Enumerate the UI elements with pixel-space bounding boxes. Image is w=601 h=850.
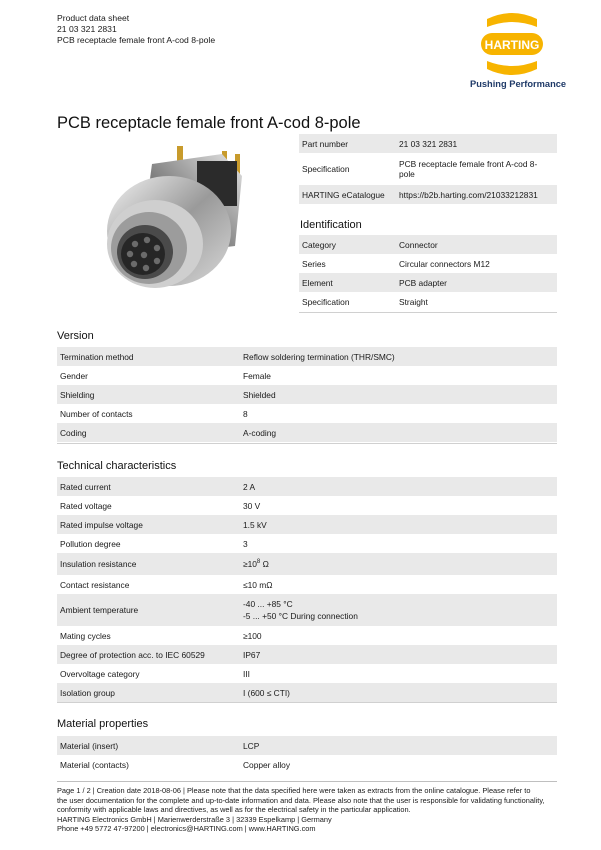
table-row bbox=[57, 496, 557, 515]
row-label: Material (insert) bbox=[60, 740, 119, 751]
row-value: 2 A bbox=[243, 481, 256, 492]
table-row bbox=[57, 664, 557, 683]
row-label: Specification bbox=[302, 164, 350, 174]
row-label: Overvoltage category bbox=[60, 668, 140, 679]
row-value: 1.5 kV bbox=[243, 519, 267, 530]
row-label: Rated impulse voltage bbox=[60, 519, 143, 530]
tagline: Pushing Performance bbox=[470, 79, 567, 89]
table-row bbox=[57, 347, 557, 366]
table-row bbox=[299, 254, 557, 273]
row-label: Mating cycles bbox=[60, 630, 111, 641]
row-label: Series bbox=[302, 258, 326, 269]
row-value: Reflow soldering termination (THR/SMC) bbox=[243, 351, 395, 362]
row-value: Connector bbox=[399, 239, 438, 250]
footer-divider bbox=[57, 781, 557, 782]
row-value: PCB adapter bbox=[399, 277, 447, 288]
value-exponent: 8 bbox=[256, 559, 261, 566]
ecatalogue-link[interactable]: https://b2b.harting.com/21033212831 bbox=[399, 189, 538, 200]
table-row bbox=[57, 477, 557, 496]
logo-wordmark: HARTING bbox=[484, 38, 540, 52]
row-value: Female bbox=[243, 370, 271, 381]
row-label: Rated current bbox=[60, 481, 111, 492]
row-value: Circular connectors M12 bbox=[399, 258, 490, 269]
table-row bbox=[57, 423, 557, 442]
harting-logo bbox=[477, 13, 547, 75]
table-row bbox=[57, 366, 557, 385]
row-value bbox=[243, 559, 269, 569]
row-label: Gender bbox=[60, 370, 88, 381]
row-label: Isolation group bbox=[60, 687, 115, 698]
value-unit: Ω bbox=[260, 559, 269, 569]
header-product-name: PCB receptacle female front A-cod 8-pole bbox=[57, 35, 216, 45]
value-base: ≥10 bbox=[243, 559, 257, 569]
row-label: Pollution degree bbox=[60, 538, 121, 549]
footer-line: the user documentation for the complete and up-to-date information and data. Please also note that the user is responsible for validating functionality, bbox=[57, 795, 545, 805]
summary-row bbox=[299, 185, 557, 204]
header-part-number: 21 03 321 2831 bbox=[57, 24, 117, 34]
row-label: Specification bbox=[302, 296, 350, 307]
row-value: Straight bbox=[399, 296, 428, 307]
divider bbox=[57, 443, 557, 444]
footer-contact: Phone +49 5772 47-97200 | electronics@HARTING.com | www.HARTING.com bbox=[57, 824, 316, 834]
identification-table bbox=[299, 235, 557, 311]
section-title-identification: Identification bbox=[300, 219, 362, 231]
page-title: PCB receptacle female front A-cod 8-pole bbox=[57, 114, 361, 132]
product-photo bbox=[57, 136, 285, 304]
section-title-technical: Technical characteristics bbox=[57, 460, 177, 472]
table-row bbox=[299, 273, 557, 292]
row-label: Category bbox=[302, 239, 336, 250]
table-row bbox=[299, 292, 557, 311]
row-label: Termination method bbox=[60, 351, 134, 362]
row-label: Rated voltage bbox=[60, 500, 112, 511]
table-row bbox=[57, 594, 557, 626]
table-row bbox=[57, 755, 557, 774]
table-row bbox=[57, 645, 557, 664]
page-footer bbox=[57, 786, 557, 834]
value-line: -5 ... +50 °C During connection bbox=[243, 611, 358, 621]
row-label: Material (contacts) bbox=[60, 759, 129, 770]
row-value: ≤10 mΩ bbox=[243, 579, 273, 590]
section-title-material: Material properties bbox=[57, 718, 149, 730]
section-title-version: Version bbox=[57, 330, 94, 342]
divider bbox=[57, 702, 557, 703]
row-value: 3 bbox=[243, 538, 248, 549]
row-label: Number of contacts bbox=[60, 408, 133, 419]
divider bbox=[299, 312, 557, 313]
row-value: Copper alloy bbox=[243, 759, 291, 770]
row-label: Element bbox=[302, 277, 333, 288]
row-label: HARTING eCatalogue bbox=[302, 189, 385, 200]
row-value: I (600 ≤ CTI) bbox=[243, 687, 290, 698]
row-value: ≥100 bbox=[243, 630, 262, 641]
row-value: 21 03 321 2831 bbox=[399, 138, 458, 149]
table-row bbox=[57, 553, 557, 575]
row-value: 30 V bbox=[243, 500, 261, 511]
summary-row bbox=[299, 153, 557, 185]
material-table bbox=[57, 736, 557, 774]
row-label: Contact resistance bbox=[60, 579, 130, 590]
table-row bbox=[57, 404, 557, 423]
table-row bbox=[57, 626, 557, 645]
footer-line: Page 1 / 2 | Creation date 2018-08-06 | Please note that the data specified here were taken as extracts from the online catalogue. Please refer to bbox=[57, 786, 531, 795]
row-value: Shielded bbox=[243, 389, 276, 400]
footer-line: conformity with applicable laws and directives, as well as for the electrical safety in the particular application. bbox=[57, 805, 411, 815]
row-label: Degree of protection acc. to IEC 60529 bbox=[60, 649, 205, 660]
summary-row bbox=[299, 134, 557, 153]
table-row bbox=[57, 736, 557, 755]
header-info bbox=[57, 13, 215, 46]
table-row bbox=[57, 534, 557, 553]
row-value: PCB receptacle female front A-cod 8-pole bbox=[399, 159, 538, 179]
summary-table bbox=[299, 134, 557, 204]
row-value: IP67 bbox=[243, 649, 261, 660]
row-label: Insulation resistance bbox=[60, 559, 137, 569]
row-label: Shielding bbox=[60, 389, 95, 400]
row-value: III bbox=[243, 668, 250, 679]
table-row bbox=[57, 515, 557, 534]
technical-table bbox=[57, 477, 557, 702]
table-row bbox=[57, 683, 557, 702]
table-row bbox=[299, 235, 557, 254]
version-table bbox=[57, 347, 557, 442]
table-row bbox=[57, 385, 557, 404]
row-label: Coding bbox=[60, 427, 87, 438]
row-value: A-coding bbox=[243, 427, 277, 438]
row-value: 8 bbox=[243, 408, 248, 419]
doc-type: Product data sheet bbox=[57, 13, 130, 23]
footer-address: HARTING Electronics GmbH | Marienwerderstraße 3 | 32339 Espelkamp | Germany bbox=[57, 814, 332, 824]
value-line: -40 ... +85 °C bbox=[243, 599, 293, 609]
row-value: LCP bbox=[243, 740, 260, 751]
table-row bbox=[57, 575, 557, 594]
row-label: Ambient temperature bbox=[60, 605, 139, 615]
row-label: Part number bbox=[302, 138, 349, 149]
row-value bbox=[243, 599, 358, 621]
